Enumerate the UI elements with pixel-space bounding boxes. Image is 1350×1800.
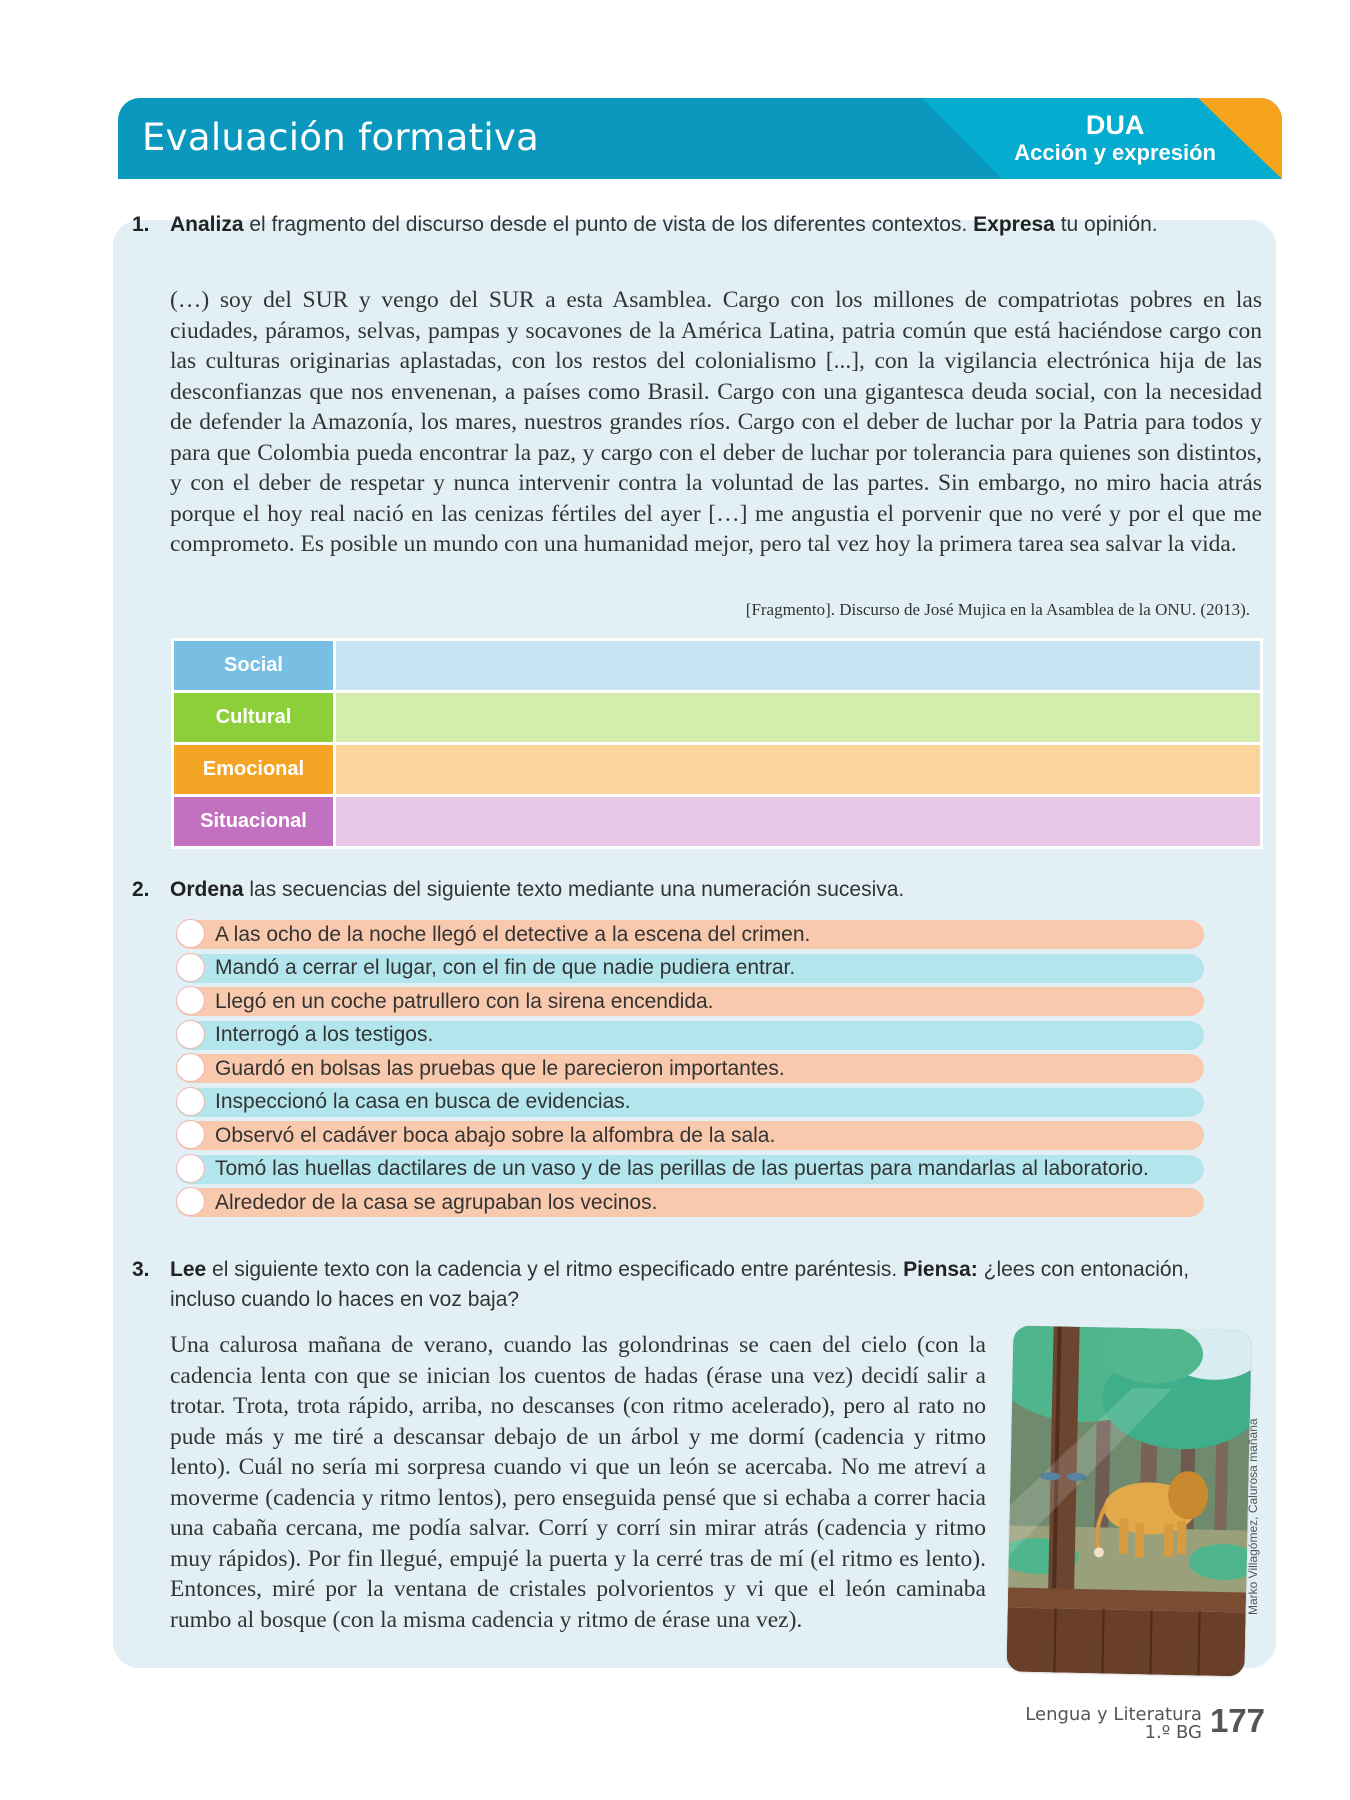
sequence-text: Llegó en un coche patrullero con la sirena encendida. [215, 989, 714, 1013]
order-number-circle[interactable] [176, 1053, 205, 1082]
sequence-text: Guardó en bolsas las pruebas que le parecieron importantes. [215, 1056, 785, 1080]
context-row-situacional [174, 797, 1260, 846]
sequence-item [176, 1155, 1204, 1184]
speech-text: (…) soy del SUR y vengo del SUR a esta Asamblea. Cargo con los millones de compatriotas pobres en las ciudades, páramos, selvas, pampas y socavones de la América Latina, patria común que está haciéndose cargo con las culturas originarias aplastadas, con los restos del colonialismo [...], con la vigilancia electrónica hija de las desconfianzas que nos envenenan, a países como Brasil. Cargo con una gigantesca deuda social, con la necesidad de defender la Amazonía, los mares, nuestros grandes ríos. Cargo con el deber de luchar por la Patria para todos y para que Colombia pueda encontrar la paz, y cargo con el deber de luchar por tolerancia para quienes son distintos, y con el deber de respetar y nunca intervenir contra la voluntad de las partes. Sin embargo, no miro hacia atrás porque el hoy real nació en las cenizas fértiles del ayer […] me angustia el porvenir que no veré y por el que me comprometo. Es posible un mundo con una humanidad mejor, pero tal vez hoy la primera tarea sea salvar la vida. [170, 287, 1262, 557]
page-title: Evaluación formativa [142, 116, 540, 159]
context-answer-field[interactable] [336, 693, 1260, 742]
sequence-text: Mandó a cerrar el lugar, con el fin de que nadie pudiera entrar. [215, 956, 796, 979]
context-label: Emocional [174, 745, 333, 794]
sequence-text: Observó el cadáver boca abajo sobre la alfombra de la sala. [215, 1123, 776, 1147]
order-number-circle[interactable] [176, 986, 205, 1015]
dua-badge-title: DUA [1085, 110, 1145, 140]
citation: [Fragmento]. Discurso de José Mujica en la Asamblea de la ONU. (2013). [745, 600, 1250, 619]
dua-badge-subtitle: Acción y expresión [1014, 140, 1216, 165]
sequence-item [176, 1054, 1204, 1083]
order-number-circle[interactable] [176, 1020, 205, 1049]
question-number: 3. [132, 1258, 150, 1281]
speech-fragment [170, 285, 1262, 560]
footer-subject [1025, 1706, 1202, 1742]
order-number-circle[interactable] [176, 919, 205, 948]
instruction-text: el fragmento del discurso desde el punto de vista de los diferentes contextos. [243, 213, 974, 236]
question-1-prompt [132, 210, 1252, 240]
instruction-verb: Lee [170, 1258, 207, 1281]
order-number-circle[interactable] [176, 1087, 205, 1116]
sequence-item [176, 954, 1204, 983]
question-number: 2. [132, 878, 150, 901]
instruction-verb: Piensa: [903, 1258, 978, 1281]
sequence-item [176, 1188, 1204, 1217]
context-row-social [174, 641, 1260, 690]
question-2-prompt [132, 875, 1252, 905]
instruction-text: ¿lees con entonación, incluso cuando lo haces en voz baja? [170, 1258, 1190, 1311]
sequence-item [176, 1121, 1204, 1150]
context-label: Social [174, 641, 333, 690]
sequence-item [176, 987, 1204, 1016]
question-number: 1. [132, 213, 150, 236]
instruction-text: las secuencias del siguiente texto mediante una numeración sucesiva. [243, 878, 905, 901]
instruction-verb: Analiza [170, 213, 244, 236]
dua-badge [1014, 110, 1216, 166]
context-row-emocional [174, 745, 1260, 794]
section-header [118, 98, 1282, 179]
page-number: 177 [1209, 1702, 1265, 1739]
order-number-circle[interactable] [176, 1154, 205, 1183]
sequence-item [176, 920, 1204, 949]
context-table [171, 638, 1263, 849]
lion-illustration [1006, 1326, 1251, 1677]
story-text: Una calurosa mañana de verano, cuando las golondrinas se caen del cielo (con la cadencia lenta con que se inician los cuentos de hadas (érase una vez) decidí salir a trotar. Trota, trota rápido, arriba, no descanses (con ritmo acelerado), pero al rato no pude más y me tiré a descansar debajo de un árbol y me dormí (cadencia y ritmo lento). Cuál no sería mi sorpresa cuando vi que un león se acercaba. No me atreví a moverme (cadencia y ritmo lentos), pero enseguida pensé que si echaba a correr hacia una cabaña cercana, me podía salvar. Corrí y corrí sin mirar atrás (cadencia y ritmo muy rápidos). Por fin llegué, empujé la puerta y la cerré tras de mí (el ritmo es lento). Entonces, miré por la ventana de cristales polvorientos y vi que el león caminaba rumbo al bosque (con la misma cadencia y ritmo de érase una vez). [170, 1332, 986, 1633]
sequence-item [176, 1088, 1204, 1117]
order-number-circle[interactable] [176, 953, 205, 982]
image-credit: Marko Villagómez, Calurosa mañana [1246, 1418, 1260, 1615]
sequence-list [176, 920, 1204, 1222]
sequence-text: Inspeccionó la casa en busca de evidencias. [215, 1090, 631, 1113]
sequence-text: Tomó las huellas dactilares de un vaso y de las perillas de las puertas para mandarlas al laboratorio. [215, 1157, 1149, 1180]
context-answer-field[interactable] [336, 745, 1260, 794]
context-answer-field[interactable] [336, 641, 1260, 690]
instruction-text: el siguiente texto con la cadencia y el ritmo especificado entre paréntesis. [206, 1258, 904, 1281]
question-3-prompt [132, 1255, 1254, 1315]
context-row-cultural [174, 693, 1260, 742]
grade-label: 1.º BG [1144, 1722, 1202, 1743]
instruction-verb: Expresa [973, 213, 1055, 236]
reading-passage [170, 1330, 986, 1635]
activity-card [113, 213, 1276, 1668]
order-number-circle[interactable] [176, 1187, 205, 1216]
context-label: Cultural [174, 693, 333, 742]
page-footer [1025, 1704, 1265, 1742]
context-answer-field[interactable] [336, 797, 1260, 846]
instruction-text: tu opinión. [1054, 213, 1158, 236]
context-label: Situacional [174, 797, 333, 846]
sequence-text: A las ocho de la noche llegó el detective a la escena del crimen. [215, 922, 811, 946]
sequence-text: Alrededor de la casa se agrupaban los vecinos. [215, 1190, 658, 1214]
order-number-circle[interactable] [176, 1120, 205, 1149]
subject-name: Lengua y Literatura [1025, 1704, 1202, 1725]
sequence-item [176, 1021, 1204, 1050]
sequence-text: Interrogó a los testigos. [215, 1023, 434, 1046]
instruction-verb: Ordena [170, 878, 244, 901]
